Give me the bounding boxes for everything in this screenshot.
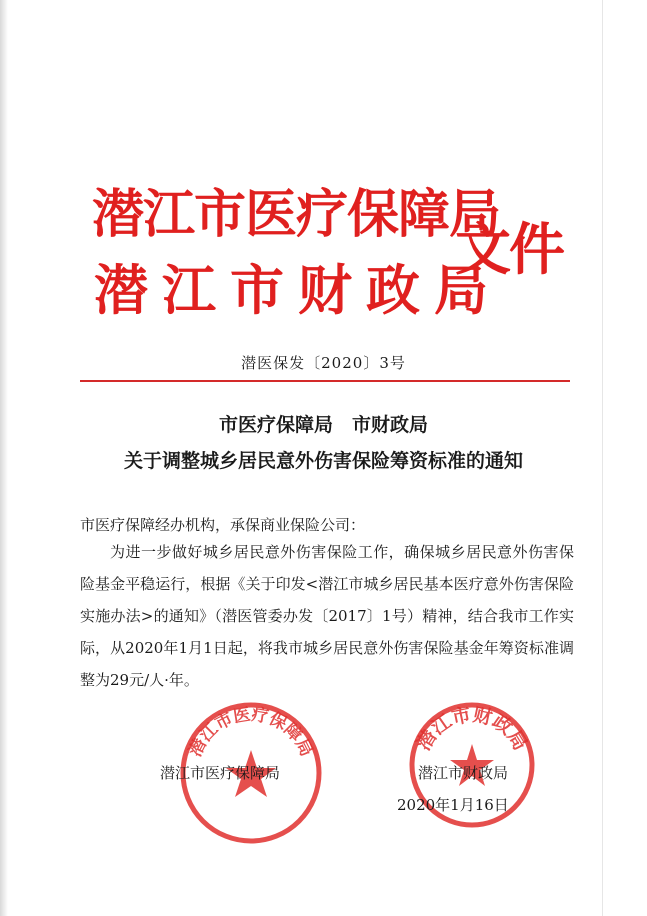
seal-1-text: 潜江市医疗保障局 — [185, 704, 317, 760]
body-paragraph: 为进一步做好城乡居民意外伤害保险工作，确保城乡居民意外伤害保险基金平稳运行，根据《关于印发<潜江市城乡居民基本医疗意外伤害保险实施办法>的通知》（潜医管委办发〔2017〕1号）精神，结合我市工作实际，从2020年1月1日起，将我市城乡居民意外伤害保险基金年筹资标准调整为29元/人·年。 — [80, 543, 574, 689]
red-divider — [80, 380, 570, 382]
letterhead-suffix: 文件 — [455, 217, 563, 283]
signature-issuer-1: 潜江市医疗保障局 — [160, 764, 281, 782]
title-line-1: 市医疗保障局 市财政局 — [218, 414, 428, 436]
signature-issuer-2: 潜江市财政局 — [418, 764, 509, 782]
letterhead-issuer-1: 潜江市医疗保障局 — [92, 184, 501, 245]
letterhead-issuer-2: 潜江市财政局 — [94, 258, 502, 322]
seal-2-text: 潜江市财政局 — [412, 703, 532, 755]
signature-date: 2020年1月16日 — [397, 796, 509, 814]
document-number: 潜医保发〔2020〕3号 — [241, 354, 406, 372]
title-line-2: 关于调整城乡居民意外伤害保险筹资标准的通知 — [123, 450, 523, 472]
salutation: 市医疗保障经办机构，承保商业保险公司： — [80, 516, 366, 534]
